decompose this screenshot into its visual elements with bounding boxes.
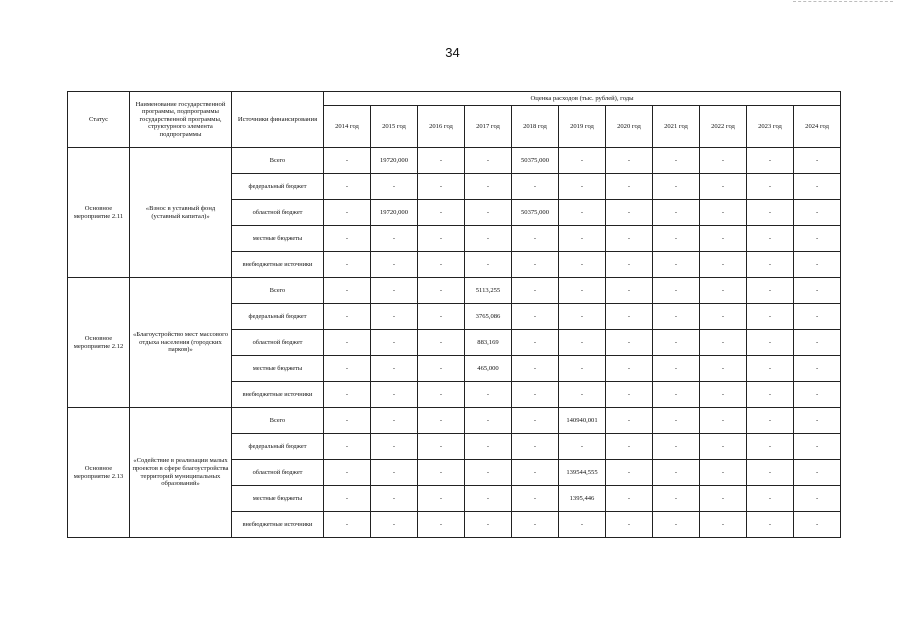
value-cell: - <box>700 174 747 200</box>
value-cell: - <box>747 252 794 278</box>
value-cell: - <box>465 434 512 460</box>
value-cell: - <box>653 486 700 512</box>
value-cell: - <box>418 304 465 330</box>
year-header: 2015 год <box>371 106 418 148</box>
value-cell: 50375,000 <box>512 200 559 226</box>
year-header: 2019 год <box>559 106 606 148</box>
value-cell: - <box>794 434 841 460</box>
value-cell: - <box>559 252 606 278</box>
value-cell: - <box>747 226 794 252</box>
value-cell: - <box>324 148 371 174</box>
value-cell: 465,000 <box>465 356 512 382</box>
page-number: 34 <box>445 45 460 60</box>
value-cell: - <box>700 356 747 382</box>
value-cell: - <box>371 226 418 252</box>
value-cell: - <box>324 382 371 408</box>
value-cell: - <box>794 356 841 382</box>
value-cell: - <box>606 200 653 226</box>
value-cell: - <box>747 304 794 330</box>
value-cell: - <box>794 408 841 434</box>
value-cell: - <box>606 382 653 408</box>
value-cell: - <box>559 226 606 252</box>
budget-table <box>67 91 841 538</box>
value-cell: - <box>371 434 418 460</box>
funding-source-cell: Всего <box>232 148 324 174</box>
table-row <box>68 278 841 304</box>
value-cell: - <box>606 174 653 200</box>
value-cell: - <box>371 356 418 382</box>
value-cell: - <box>653 434 700 460</box>
table-row <box>68 148 841 174</box>
value-cell: - <box>794 382 841 408</box>
value-cell: - <box>465 382 512 408</box>
value-cell: - <box>794 200 841 226</box>
year-header: 2016 год <box>418 106 465 148</box>
value-cell: - <box>653 460 700 486</box>
value-cell: - <box>559 434 606 460</box>
header-source: Источники финансирования <box>232 92 324 148</box>
value-cell: - <box>418 252 465 278</box>
year-header: 2023 год <box>747 106 794 148</box>
value-cell: - <box>512 252 559 278</box>
value-cell: - <box>747 382 794 408</box>
funding-source-cell: местные бюджеты <box>232 226 324 252</box>
value-cell: - <box>418 408 465 434</box>
funding-source-cell: местные бюджеты <box>232 356 324 382</box>
value-cell: - <box>747 174 794 200</box>
value-cell: - <box>418 330 465 356</box>
value-cell: - <box>747 356 794 382</box>
value-cell: - <box>700 278 747 304</box>
value-cell: - <box>512 174 559 200</box>
value-cell: - <box>465 512 512 538</box>
value-cell: - <box>465 486 512 512</box>
value-cell: - <box>747 148 794 174</box>
value-cell: - <box>653 174 700 200</box>
value-cell: - <box>512 434 559 460</box>
value-cell: - <box>418 356 465 382</box>
value-cell: 3765,086 <box>465 304 512 330</box>
program-name-cell: «Взнос в уставный фонд (уставный капитал)» <box>130 148 232 278</box>
value-cell: - <box>324 174 371 200</box>
value-cell: - <box>559 382 606 408</box>
year-header: 2018 год <box>512 106 559 148</box>
value-cell: - <box>371 512 418 538</box>
value-cell: - <box>700 252 747 278</box>
value-cell: - <box>324 356 371 382</box>
year-header: 2024 год <box>794 106 841 148</box>
value-cell: - <box>371 330 418 356</box>
header-estimate: Оценка расходов (тыс. рублей), годы <box>324 92 841 106</box>
value-cell: - <box>418 512 465 538</box>
value-cell: - <box>606 330 653 356</box>
value-cell: - <box>606 148 653 174</box>
value-cell: - <box>559 356 606 382</box>
funding-source-cell: областной бюджет <box>232 200 324 226</box>
value-cell: - <box>512 330 559 356</box>
value-cell: - <box>371 408 418 434</box>
year-header: 2014 год <box>324 106 371 148</box>
value-cell: - <box>700 148 747 174</box>
value-cell: - <box>700 226 747 252</box>
value-cell: - <box>747 330 794 356</box>
value-cell: - <box>700 382 747 408</box>
funding-source-cell: областной бюджет <box>232 460 324 486</box>
funding-source-cell: внебюджетные источники <box>232 382 324 408</box>
value-cell: - <box>465 174 512 200</box>
value-cell: - <box>794 330 841 356</box>
table-body <box>68 148 841 538</box>
value-cell: - <box>324 252 371 278</box>
funding-source-cell: местные бюджеты <box>232 486 324 512</box>
value-cell: - <box>794 174 841 200</box>
value-cell: - <box>653 304 700 330</box>
value-cell: - <box>747 408 794 434</box>
value-cell: - <box>606 434 653 460</box>
value-cell: - <box>606 356 653 382</box>
value-cell: - <box>324 278 371 304</box>
value-cell: - <box>418 434 465 460</box>
value-cell: - <box>794 226 841 252</box>
value-cell: - <box>324 200 371 226</box>
value-cell: - <box>653 356 700 382</box>
value-cell: - <box>606 486 653 512</box>
value-cell: - <box>653 512 700 538</box>
value-cell: - <box>653 408 700 434</box>
value-cell: - <box>794 148 841 174</box>
value-cell: - <box>512 278 559 304</box>
value-cell: - <box>794 252 841 278</box>
header-name: Наименование государственной программы, подпрограммы государственной программы, структурного элемента подпрограммы <box>130 92 232 148</box>
funding-source-cell: федеральный бюджет <box>232 304 324 330</box>
value-cell: - <box>465 200 512 226</box>
value-cell: - <box>700 200 747 226</box>
value-cell: - <box>324 486 371 512</box>
year-header: 2017 год <box>465 106 512 148</box>
year-header: 2020 год <box>606 106 653 148</box>
value-cell: - <box>324 226 371 252</box>
value-cell: - <box>606 278 653 304</box>
value-cell: - <box>512 226 559 252</box>
value-cell: - <box>465 226 512 252</box>
program-name-cell: «Содействие в реализации малых проектов в сфере благоустройства территорий муниципальных образований» <box>130 408 232 538</box>
value-cell: - <box>653 252 700 278</box>
value-cell: - <box>559 330 606 356</box>
funding-source-cell: внебюджетные источники <box>232 252 324 278</box>
value-cell: - <box>700 304 747 330</box>
value-cell: - <box>324 434 371 460</box>
value-cell: - <box>606 512 653 538</box>
value-cell: - <box>559 148 606 174</box>
value-cell: - <box>700 460 747 486</box>
value-cell: - <box>418 278 465 304</box>
status-cell: Основное мероприятие 2.12 <box>68 278 130 408</box>
value-cell: - <box>794 460 841 486</box>
value-cell: 19720,000 <box>371 148 418 174</box>
year-header: 2021 год <box>653 106 700 148</box>
value-cell: - <box>512 460 559 486</box>
value-cell: - <box>606 460 653 486</box>
funding-source-cell: Всего <box>232 408 324 434</box>
value-cell: 19720,000 <box>371 200 418 226</box>
value-cell: - <box>512 408 559 434</box>
value-cell: - <box>653 200 700 226</box>
value-cell: - <box>559 174 606 200</box>
value-cell: - <box>371 174 418 200</box>
value-cell: - <box>371 252 418 278</box>
funding-source-cell: Всего <box>232 278 324 304</box>
funding-source-cell: федеральный бюджет <box>232 174 324 200</box>
value-cell: - <box>371 304 418 330</box>
value-cell: - <box>559 278 606 304</box>
value-cell: - <box>324 460 371 486</box>
value-cell: - <box>512 304 559 330</box>
value-cell: - <box>324 408 371 434</box>
value-cell: 883,169 <box>465 330 512 356</box>
value-cell: - <box>418 486 465 512</box>
value-cell: - <box>512 512 559 538</box>
header-status: Статус <box>68 92 130 148</box>
value-cell: - <box>606 252 653 278</box>
value-cell: - <box>747 486 794 512</box>
value-cell: - <box>653 330 700 356</box>
value-cell: 1395,446 <box>559 486 606 512</box>
value-cell: - <box>700 330 747 356</box>
value-cell: - <box>418 174 465 200</box>
value-cell: - <box>606 226 653 252</box>
value-cell: - <box>418 226 465 252</box>
year-header: 2022 год <box>700 106 747 148</box>
value-cell: - <box>794 512 841 538</box>
value-cell: 139544,555 <box>559 460 606 486</box>
value-cell: - <box>747 512 794 538</box>
value-cell: - <box>700 486 747 512</box>
corner-mark <box>793 1 893 5</box>
value-cell: - <box>653 382 700 408</box>
program-name-cell: «Благоустройство мест массового отдыха населения (городских парков)» <box>130 278 232 408</box>
value-cell: - <box>465 408 512 434</box>
status-cell: Основное мероприятие 2.11 <box>68 148 130 278</box>
value-cell: - <box>794 486 841 512</box>
value-cell: - <box>653 278 700 304</box>
value-cell: - <box>747 278 794 304</box>
table-row <box>68 408 841 434</box>
value-cell: - <box>465 252 512 278</box>
value-cell: - <box>653 226 700 252</box>
funding-source-cell: федеральный бюджет <box>232 434 324 460</box>
status-cell: Основное мероприятие 2.13 <box>68 408 130 538</box>
value-cell: - <box>418 200 465 226</box>
value-cell: - <box>606 304 653 330</box>
value-cell: - <box>747 460 794 486</box>
value-cell: - <box>794 304 841 330</box>
value-cell: - <box>371 460 418 486</box>
value-cell: - <box>700 434 747 460</box>
value-cell: - <box>371 382 418 408</box>
value-cell: - <box>700 408 747 434</box>
value-cell: - <box>606 408 653 434</box>
value-cell: - <box>324 512 371 538</box>
value-cell: - <box>794 278 841 304</box>
value-cell: - <box>559 200 606 226</box>
value-cell: - <box>465 148 512 174</box>
value-cell: - <box>559 512 606 538</box>
value-cell: - <box>418 148 465 174</box>
value-cell: - <box>512 486 559 512</box>
value-cell: - <box>747 434 794 460</box>
value-cell: - <box>747 200 794 226</box>
value-cell: - <box>653 148 700 174</box>
value-cell: - <box>700 512 747 538</box>
value-cell: - <box>324 304 371 330</box>
value-cell: - <box>371 486 418 512</box>
value-cell: 140940,001 <box>559 408 606 434</box>
funding-source-cell: внебюджетные источники <box>232 512 324 538</box>
value-cell: - <box>512 356 559 382</box>
value-cell: - <box>418 460 465 486</box>
value-cell: - <box>324 330 371 356</box>
value-cell: - <box>465 460 512 486</box>
funding-source-cell: областной бюджет <box>232 330 324 356</box>
value-cell: - <box>371 278 418 304</box>
value-cell: 5113,255 <box>465 278 512 304</box>
value-cell: - <box>559 304 606 330</box>
value-cell: 50375,000 <box>512 148 559 174</box>
value-cell: - <box>418 382 465 408</box>
value-cell: - <box>512 382 559 408</box>
